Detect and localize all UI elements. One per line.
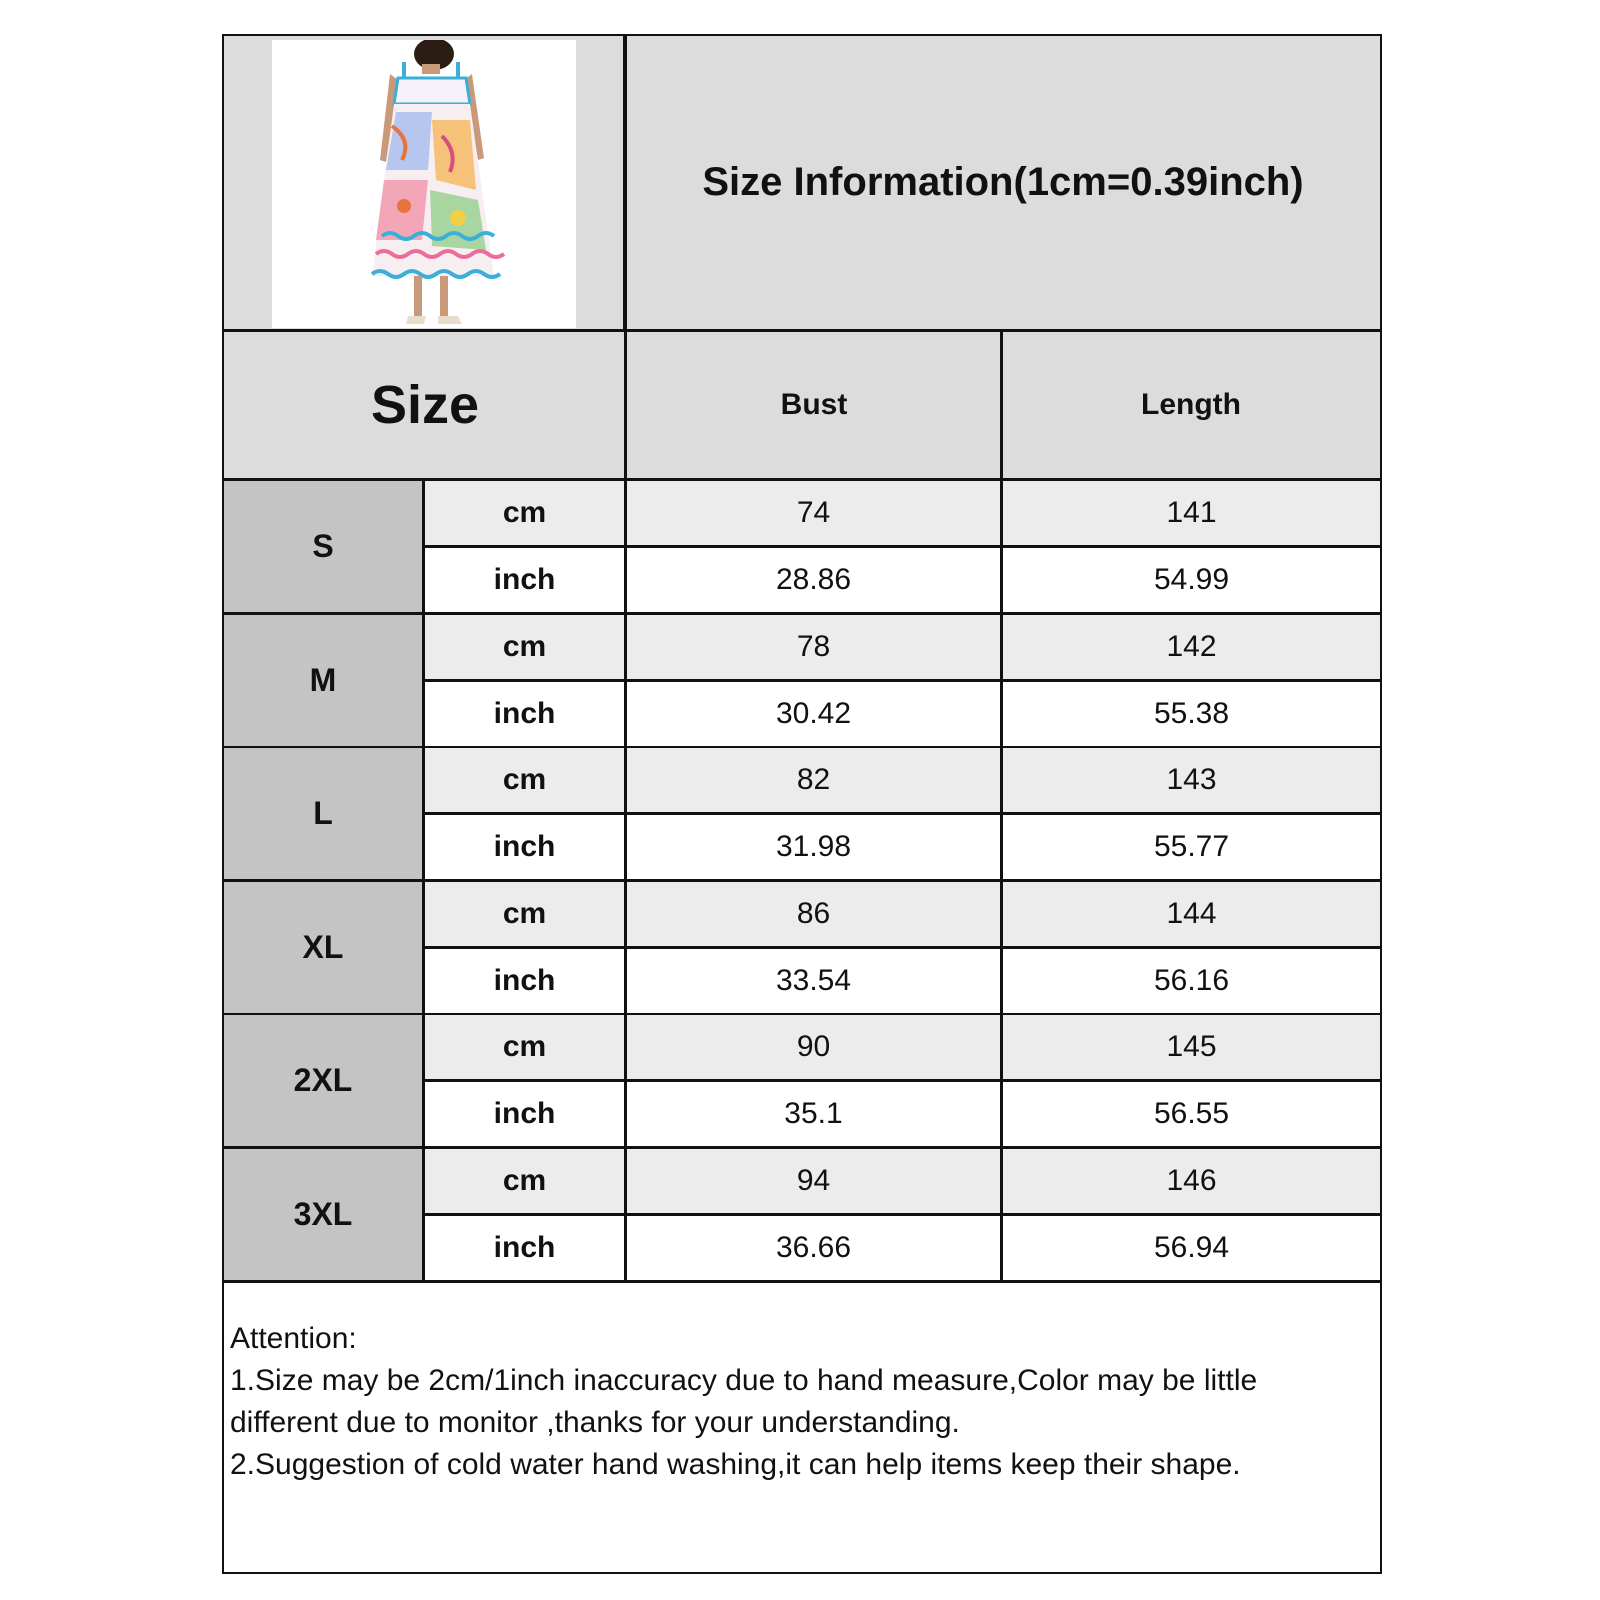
length-value: 144 [1003, 882, 1380, 949]
dress-illustration [272, 40, 576, 328]
unit-label: cm [425, 1149, 624, 1216]
size-label: 2XL [224, 1015, 422, 1149]
bust-header: Bust [626, 332, 1002, 478]
unit-label: cm [425, 882, 624, 949]
size-label: S [224, 481, 422, 615]
bust-value: 28.86 [627, 548, 1000, 615]
bust-value: 94 [627, 1149, 1000, 1216]
unit-label: inch [425, 949, 624, 1016]
note-line: 1.Size may be 2cm/1inch inaccuracy due to hand measure,Color may be little [230, 1364, 1258, 1397]
unit-label: inch [425, 682, 624, 749]
divider [624, 332, 627, 1282]
unit-label: inch [425, 548, 624, 615]
bust-value: 74 [627, 481, 1000, 548]
notes-heading: Attention: [230, 1322, 357, 1355]
size-label: 3XL [224, 1149, 422, 1283]
page-title: Size Information(1cm=0.39inch) [626, 36, 1380, 332]
attention-notes [230, 1318, 1370, 1486]
length-value: 56.55 [1003, 1082, 1380, 1149]
unit-label: cm [425, 1015, 624, 1082]
note-line: 2.Suggestion of cold water hand washing,it can help items keep their shape. [230, 1448, 1241, 1481]
divider [624, 36, 627, 332]
length-header: Length [1002, 332, 1380, 478]
bust-value: 78 [627, 615, 1000, 682]
length-value: 55.77 [1003, 815, 1380, 882]
size-label: M [224, 615, 422, 749]
size-label: XL [224, 882, 422, 1016]
length-value: 141 [1003, 481, 1380, 548]
divider [224, 1280, 1380, 1283]
divider [422, 478, 425, 1282]
length-value: 55.38 [1003, 682, 1380, 749]
bust-value: 86 [627, 882, 1000, 949]
bust-value: 36.66 [627, 1216, 1000, 1283]
length-value: 54.99 [1003, 548, 1380, 615]
unit-label: cm [425, 748, 624, 815]
bust-value: 30.42 [627, 682, 1000, 749]
divider [224, 478, 1380, 481]
length-value: 142 [1003, 615, 1380, 682]
length-value: 146 [1003, 1149, 1380, 1216]
bust-value: 90 [627, 1015, 1000, 1082]
bust-value: 31.98 [627, 815, 1000, 882]
size-header: Size [224, 332, 626, 478]
product-photo-cell [224, 36, 626, 332]
divider [1000, 332, 1003, 1282]
bust-value: 82 [627, 748, 1000, 815]
bust-value: 33.54 [627, 949, 1000, 1016]
length-value: 56.16 [1003, 949, 1380, 1016]
unit-label: inch [425, 815, 624, 882]
note-line: different due to monitor ,thanks for your understanding. [230, 1406, 960, 1439]
bust-value: 35.1 [627, 1082, 1000, 1149]
unit-label: cm [425, 481, 624, 548]
length-value: 143 [1003, 748, 1380, 815]
length-value: 145 [1003, 1015, 1380, 1082]
size-label: L [224, 748, 422, 882]
product-photo [272, 40, 576, 328]
size-chart [222, 34, 1382, 1574]
unit-label: inch [425, 1082, 624, 1149]
length-value: 56.94 [1003, 1216, 1380, 1283]
unit-label: inch [425, 1216, 624, 1283]
unit-label: cm [425, 615, 624, 682]
